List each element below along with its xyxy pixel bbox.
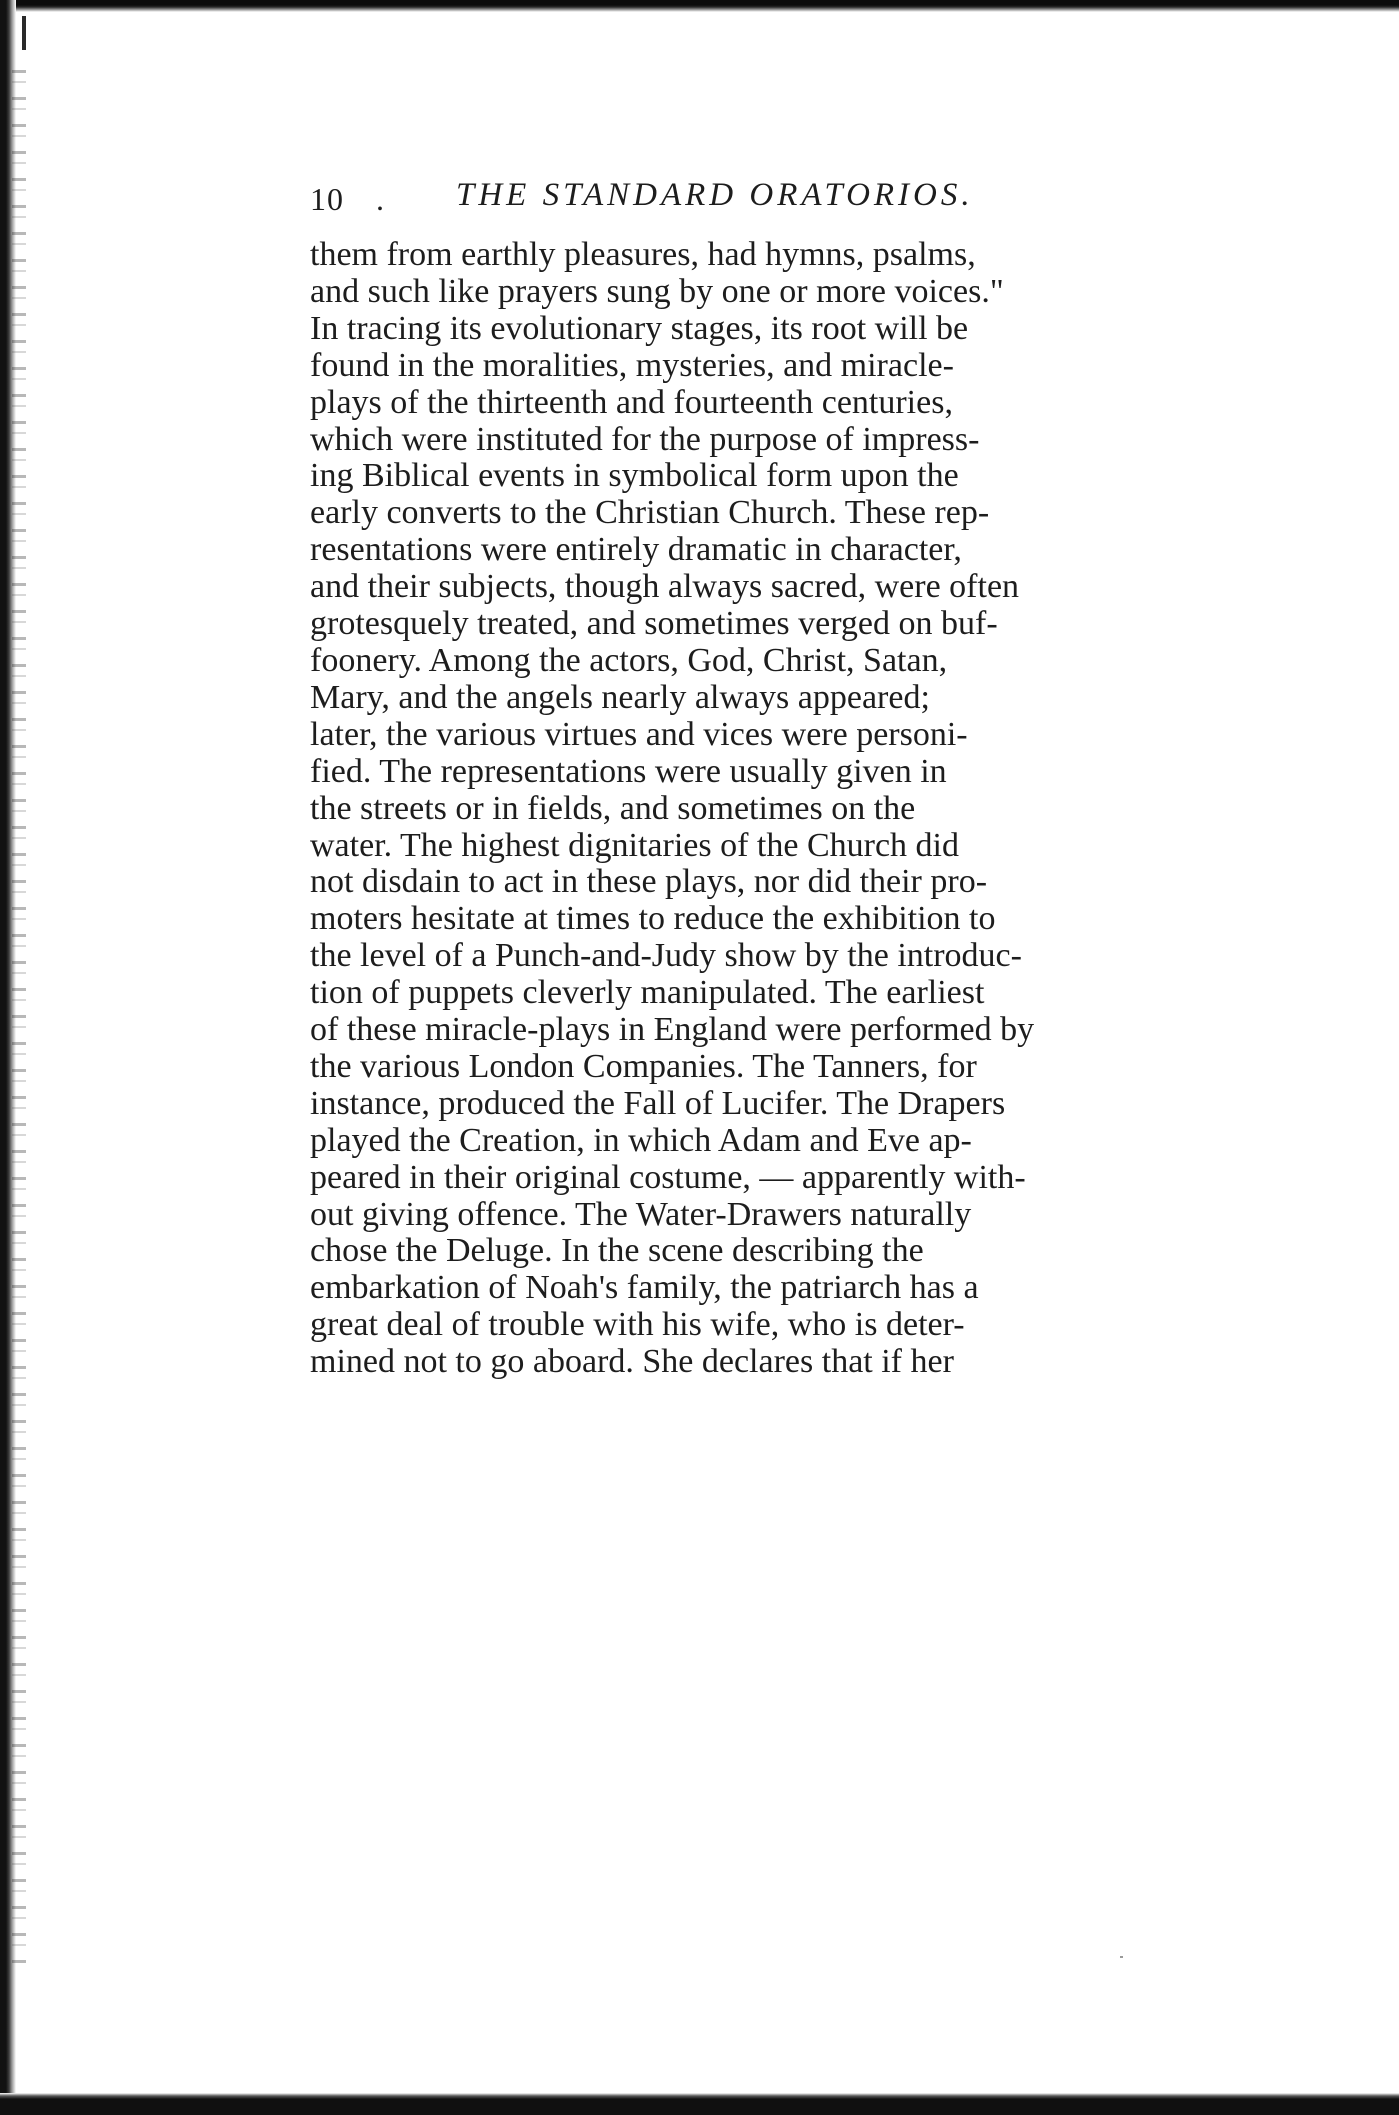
text-line: early converts to the Christian Church. These rep- [310, 495, 990, 532]
text-line: ing Biblical events in symbolical form upon the [310, 458, 959, 495]
running-title: THE STANDARD ORATORIOS. [456, 177, 974, 213]
text-line: In tracing its evolutionary stages, its root will be [310, 310, 969, 347]
text-line: Mary, and the angels nearly always appeared; [310, 679, 930, 716]
page-number: 10 [310, 181, 344, 217]
scan-bottom-edge [0, 2093, 1399, 2115]
text-line: chose the Deluge. In the scene describing the [310, 1233, 924, 1270]
text-line: moters hesitate at times to reduce the exhibition to [310, 901, 996, 938]
running-head [310, 165, 1170, 225]
text-line: found in the moralities, mysteries, and miracle- [310, 347, 954, 384]
text-line: the streets or in fields, and sometimes on the [310, 790, 916, 827]
text-line: grotesquely treated, and sometimes verged on buf- [310, 606, 998, 643]
scan-top-edge [0, 0, 1399, 12]
scan-left-edge-noise [12, 70, 26, 1970]
text-line: later, the various virtues and vices were personi- [310, 716, 968, 753]
text-line: mined not to go aboard. She declares that if her [310, 1344, 954, 1381]
paper-speck [1120, 1956, 1123, 1958]
text-line: and such like prayers sung by one or more voices." [310, 273, 1004, 310]
book-page [310, 165, 1170, 1381]
text-line: played the Creation, in which Adam and Eve ap- [310, 1122, 972, 1159]
text-line: which were instituted for the purpose of impress- [310, 421, 980, 458]
text-line: plays of the thirteenth and fourteenth centuries, [310, 384, 953, 421]
text-line: fied. The representations were usually given in [310, 753, 947, 790]
text-line: the various London Companies. The Tanners, for [310, 1048, 977, 1085]
text-line: embarkation of Noah's family, the patriarch has a [310, 1270, 979, 1307]
text-line: instance, produced the Fall of Lucifer. The Drapers [310, 1085, 1006, 1122]
text-line: and their subjects, though always sacred, were often [310, 569, 1020, 606]
text-line: great deal of trouble with his wife, who is deter- [310, 1307, 965, 1344]
text-line: the level of a Punch-and-Judy show by the introduc- [310, 938, 1022, 975]
text-line: them from earthly pleasures, had hymns, psalms, [310, 237, 976, 273]
text-line: out giving offence. The Water-Drawers naturally [310, 1196, 972, 1233]
body-text [310, 237, 1170, 1381]
text-line: resentations were entirely dramatic in character, [310, 532, 962, 569]
text-line: not disdain to act in these plays, nor did their pro- [310, 864, 988, 901]
text-line: water. The highest dignitaries of the Church did [310, 827, 960, 864]
text-line: tion of puppets cleverly manipulated. The earliest [310, 975, 985, 1012]
scan-mark [22, 16, 26, 50]
running-head-separator: . [376, 181, 385, 217]
text-line: foonery. Among the actors, God, Christ, Satan, [310, 642, 948, 679]
text-line: peared in their original costume, — apparently with- [310, 1159, 1026, 1196]
text-line: of these miracle-plays in England were performed by [310, 1012, 1035, 1049]
